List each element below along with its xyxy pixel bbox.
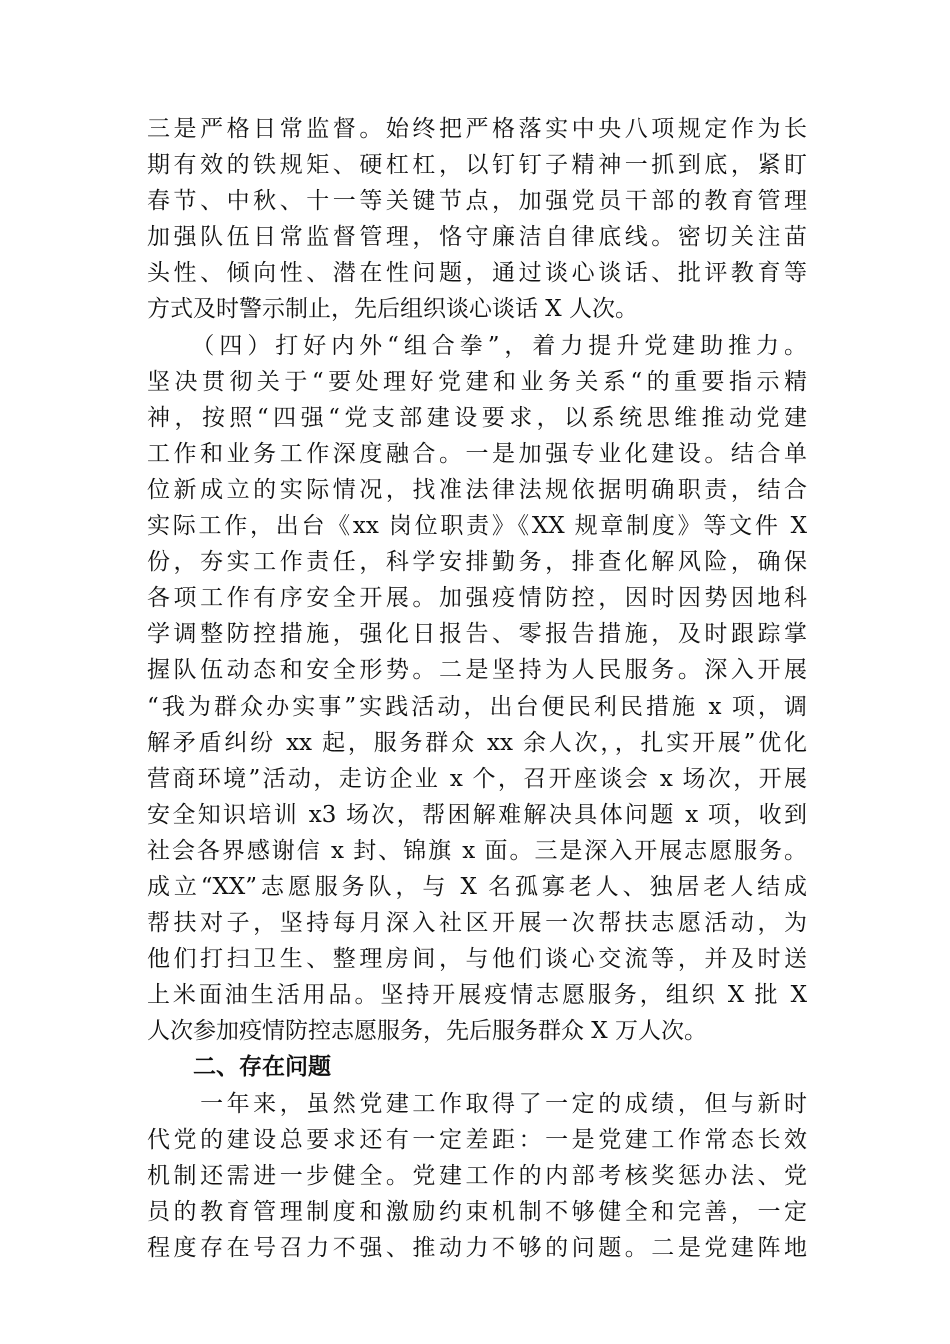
text-line: 头性、倾向性、潜在性问题，通过谈心谈话、批评教育等 — [147, 260, 807, 287]
text-line: 春节、中秋、十一等关键节点，加强党员干部的教育管理 — [147, 188, 807, 215]
text-line: 三是严格日常监督。始终把严格落实中央八项规定作为长 — [147, 116, 807, 142]
text-line: 营商环境”活动，走访企业 x 个，召开座谈会 x 场次，开展 — [147, 765, 807, 792]
text-line: 社会各界感谢信 x 封、锦旗 x 面。三是深入开展志愿服务。 — [147, 837, 807, 864]
text-line: 位新成立的实际情况，找准法律法规依据明确职责，结合 — [147, 476, 807, 503]
text-line: 学调整防控措施，强化日报告、零报告措施，及时跟踪掌 — [147, 621, 807, 648]
section-heading: 二、存在问题 — [193, 1054, 331, 1081]
text-line: 上米面油生活用品。坚持开展疫情志愿服务，组织 X 批 X — [147, 982, 807, 1009]
text-line: 程度存在号召力不强、推动力不够的问题。二是党建阵地 — [147, 1234, 807, 1261]
text-line: 代党的建设总要求还有一定差距：一是党建工作常态长效 — [147, 1126, 807, 1153]
text-line: 工作和业务工作深度融合。一是加强专业化建设。结合单 — [147, 440, 807, 467]
text-line: 份，夯实工作责任，科学安排勤务，排查化解风险，确保 — [147, 549, 807, 576]
text-line: 帮扶对子，坚持每月深入社区开展一次帮扶志愿活动，为 — [147, 910, 807, 937]
text-line: 实际工作，出台《xx 岗位职责》《XX 规章制度》等文件 X — [147, 513, 807, 540]
text-line: 方式及时警示制止，先后组织谈心谈话 X 人次。 — [147, 296, 638, 323]
text-line: “我为群众办实事”实践活动，出台便民利民措施 x 项，调 — [147, 693, 807, 720]
text-line: 安全知识培训 x3 场次，帮困解难解决具体问题 x 项，收到 — [147, 801, 807, 828]
text-line: 员的教育管理制度和激励约束机制不够健全和完善，一定 — [147, 1198, 807, 1225]
text-line: 成立“XX”志愿服务队，与 X 名孤寡老人、独居老人结成 — [147, 873, 807, 900]
text-line: 各项工作有序安全开展。加强疫情防控，因时因势因地科 — [147, 585, 807, 612]
text-line: 解矛盾纠纷 xx 起，服务群众 xx 余人次，，扎实开展”优化 — [147, 729, 807, 756]
text-line: 一年来，虽然党建工作取得了一定的成绩，但与新时 — [147, 1090, 807, 1117]
text-line: 加强队伍日常监督管理，恪守廉洁自律底线。密切关注苗 — [147, 224, 807, 251]
text-line: （四）打好内外“组合拳”，着力提升党建助推力。 — [147, 332, 807, 359]
text-line: 他们打扫卫生、整理房间，与他们谈心交流等，并及时送 — [147, 946, 807, 973]
text-line: 机制还需进一步健全。党建工作的内部考核奖惩办法、党 — [147, 1162, 807, 1189]
document-body — [147, 111, 807, 1266]
text-line: 神，按照“四强“党支部建设要求，以系统思维推动党建 — [147, 404, 807, 431]
text-line: 期有效的铁规矩、硬杠杠，以钉钉子精神一抓到底，紧盯 — [147, 152, 807, 179]
text-line: 坚决贯彻关于“要处理好党建和业务关系“的重要指示精 — [147, 368, 807, 395]
text-line: 握队伍动态和安全形势。二是坚持为人民服务。深入开展 — [147, 657, 807, 684]
text-line: 人次参加疫情防控志愿服务，先后服务群众 X 万人次。 — [147, 1018, 707, 1045]
